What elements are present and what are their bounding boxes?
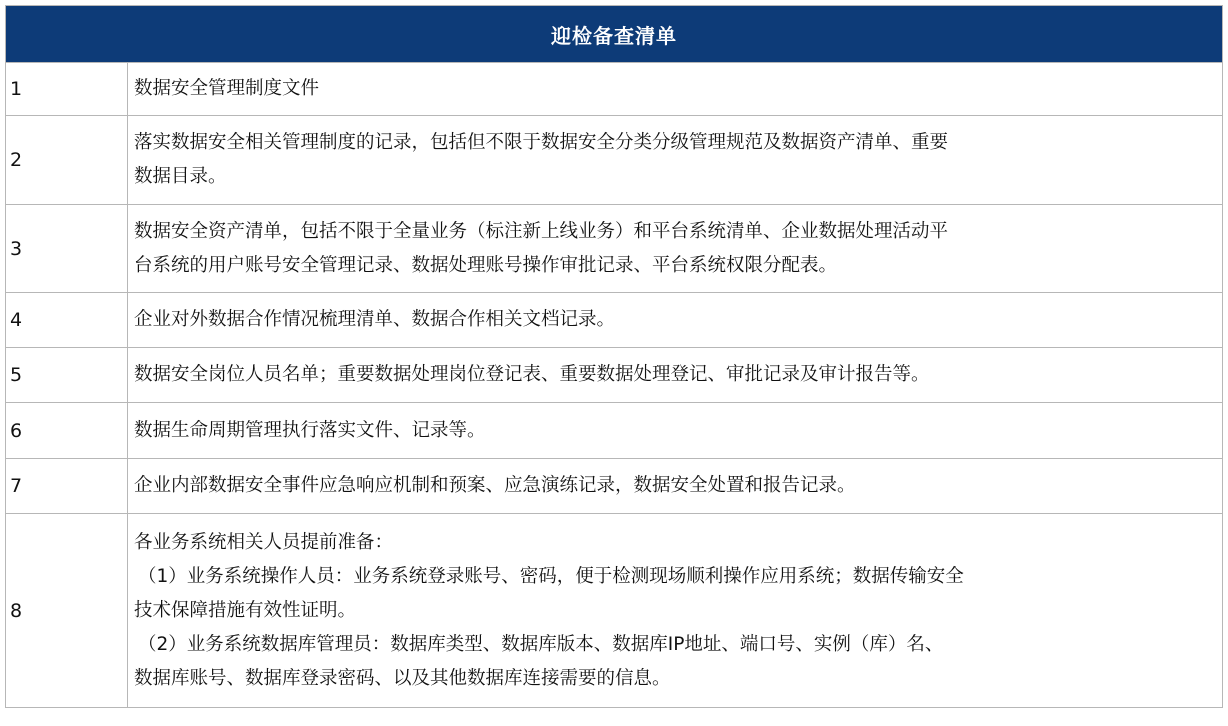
table-row <box>6 205 1223 293</box>
table-row <box>6 293 1223 348</box>
row-number: 8 <box>6 514 128 708</box>
table-row <box>6 514 1223 708</box>
table-row <box>6 403 1223 459</box>
row-text <box>128 116 1223 205</box>
row-number: 4 <box>6 293 128 348</box>
row-text-line: 数据库账号、数据库登录密码、以及其他数据库连接需要的信息。 <box>134 667 671 689</box>
row-text: 数据生命周期管理执行落实文件、记录等。 <box>128 403 1223 459</box>
row-number: 1 <box>6 63 128 116</box>
table-row <box>6 459 1223 514</box>
checklist-table <box>5 5 1223 708</box>
row-number: 6 <box>6 403 128 459</box>
row-text: 企业内部数据安全事件应急响应机制和预案、应急演练记录，数据安全处置和报告记录。 <box>128 459 1223 514</box>
row-text-line: （1）业务系统操作人员：业务系统登录账号、密码，便于检测现场顺利操作应用系统；数据传输安全 <box>138 565 964 587</box>
row-text: 数据安全岗位人员名单；重要数据处理岗位登记表、重要数据处理登记、审批记录及审计报告等。 <box>128 348 1223 403</box>
row-text-line: 落实数据安全相关管理制度的记录，包括但不限于数据安全分类分级管理规范及数据资产清单、重要 <box>134 132 949 153</box>
row-number: 5 <box>6 348 128 403</box>
row-text: 企业对外数据合作情况梳理清单、数据合作相关文档记录。 <box>128 293 1223 348</box>
row-text-line: 各业务系统相关人员提前准备： <box>134 531 394 553</box>
row-text-line: 台系统的用户账号安全管理记录、数据处理账号操作审批记录、平台系统权限分配表。 <box>134 254 838 276</box>
table-title: 迎检备查清单 <box>6 6 1223 63</box>
row-number: 2 <box>6 116 128 205</box>
row-text <box>128 514 1223 708</box>
table-row <box>6 116 1223 205</box>
row-text-line: （2）业务系统数据库管理员：数据库类型、数据库版本、数据库IP地址、端口号、实例（库）名、 <box>138 633 944 655</box>
row-text-line: 数据安全资产清单，包括不限于全量业务（标注新上线业务）和平台系统清单、企业数据处理活动平 <box>134 220 949 242</box>
row-text <box>128 205 1223 293</box>
row-text: 数据安全管理制度文件 <box>128 63 1223 116</box>
row-text-line: 数据目录。 <box>134 166 227 187</box>
row-number: 3 <box>6 205 128 293</box>
table-header-row <box>6 6 1223 63</box>
row-text-line: 技术保障措施有效性证明。 <box>134 599 357 621</box>
table-row <box>6 63 1223 116</box>
row-number: 7 <box>6 459 128 514</box>
table-row <box>6 348 1223 403</box>
